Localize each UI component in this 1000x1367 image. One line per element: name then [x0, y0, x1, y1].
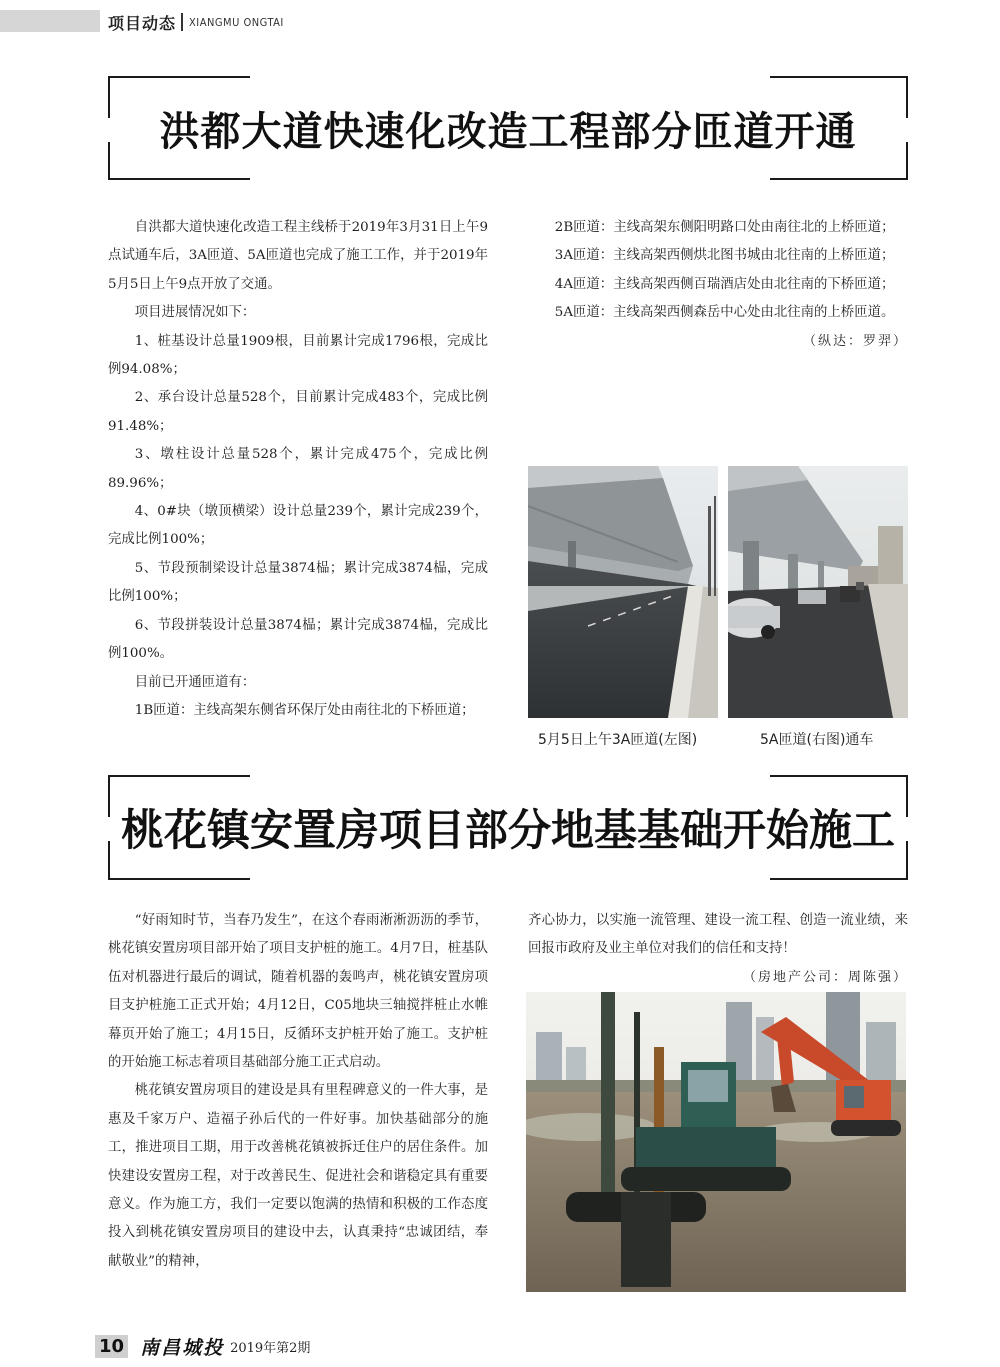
article1-paragraph: 2、承台设计总量528个，目前累计完成483个，完成比例91.48%；	[108, 390, 488, 434]
ramp-5a-photo	[728, 466, 908, 718]
article1-paragraph: 4A匝道：主线高架西侧百瑞酒店处由北往南的下桥匝道；	[554, 276, 895, 292]
article2-title: 桃花镇安置房项目部分地基基础开始施工	[121, 806, 895, 856]
article2-left-column	[108, 907, 488, 1276]
section-title-cn: 项目动态	[108, 13, 177, 33]
article1-paragraph: 1、桩基设计总量1909根，目前累计完成1796根，完成比例94.08%；	[108, 333, 488, 378]
page-footer	[95, 1333, 310, 1359]
section-header	[108, 10, 284, 34]
magazine-name: 南昌城投	[140, 1336, 225, 1359]
section-title-en: XIANGMU ONGTAI	[189, 15, 284, 29]
section-divider	[181, 13, 183, 31]
page-number: 10	[95, 1335, 128, 1358]
article1-paragraph: 项目进展情况如下：	[134, 305, 256, 321]
article1-byline: （纵达：罗羿）	[802, 333, 908, 349]
article1-title: 洪都大道快速化改造工程部分匝道开通	[159, 108, 857, 155]
article1-paragraph: 3A匝道：主线高架西侧烘北图书城由北往南的上桥匝道；	[554, 248, 895, 264]
article1-title-box	[108, 76, 908, 180]
article1-paragraph: 自洪都大道快速化改造工程主线桥于2019年3月31日上午9点试通车后，3A匝道、5A匝道也完成了施工工作，并于2019年5月5日上午9点开放了交通。	[108, 220, 488, 292]
article1-paragraph: 3、墩柱设计总量528个，累计完成475个，完成比例89.96%；	[108, 447, 488, 491]
article1-paragraph: 1B匝道：主线高架东侧省环保厅处由南往北的下桥匝道；	[134, 702, 475, 718]
article2-right-column	[528, 907, 908, 992]
article1-paragraph: 5、节段预制梁设计总量3874榀；累计完成3874榀，完成比例100%；	[108, 560, 488, 605]
article1-paragraph: 6、节段拼装设计总量3874榀；累计完成3874榀，完成比例100%。	[108, 617, 488, 662]
article2-paragraph: 齐心协力，以实施一流管理、建设一流工程、创造一流业绩，来回报市政府及业主单位对我们的信任和支持！	[528, 913, 908, 957]
photo-caption-right: 5A匝道(右图)通车	[760, 732, 874, 748]
article1-paragraph: 2B匝道：主线高架东侧阳明路口处由南往北的上桥匝道；	[554, 220, 895, 235]
article1-paragraph: 目前已开通匝道有：	[134, 674, 256, 690]
article2-paragraph: “好雨知时节，当春乃发生”，在这个春雨淅淅沥沥的季节，桃花镇安置房项目部开始了项目支护桩的施工。4月7日，桩基队伍对机器进行最后的调试，随着机器的轰鸣声，桃花镇安置房项目支护桩施工正式开始；4月12日，C05地块三轴搅拌桩止水帷幕页开始了施工；4月15日，反循环支护桩开始了施工。支护桩的开始施工标志着项目基础部分施工正式启动。	[108, 913, 488, 1071]
article2-paragraph: 桃花镇安置房项目的建设是具有里程碑意义的一件大事，是惠及千家万户、造福子孙后代的一件好事。加快基础部分的施工，推进项目工期，用于改善桃花镇被拆迁住户的居住条件。加快建设安置房工程，对于改善民生、促进社会和谐稳定具有重要意义。作为施工方，我们一定要以饱满的热情和积极的工作态度投入到桃花镇安置房项目的建设中去，认真秉持“忠诚团结，奉献敬业”的精神，	[108, 1083, 488, 1269]
article2-byline: （房地产公司：周陈强）	[742, 969, 908, 985]
header-band	[0, 10, 100, 32]
article2-title-box	[108, 775, 908, 880]
construction-site-photo	[526, 992, 906, 1292]
article1-paragraph: 5A匝道：主线高架西侧森岳中心处由北往南的上桥匝道。	[554, 305, 895, 321]
article1-paragraph: 4、0#块（墩顶横梁）设计总量239个，累计完成239个，完成比例100%；	[108, 504, 488, 548]
photo-caption-left: 5月5日上午3A匝道(左图)	[538, 732, 698, 748]
issue-label: 2019年第2期	[230, 1340, 311, 1356]
article1-left-column	[108, 214, 488, 725]
ramp-3a-photo	[528, 466, 718, 718]
article1-right-column	[528, 214, 908, 356]
